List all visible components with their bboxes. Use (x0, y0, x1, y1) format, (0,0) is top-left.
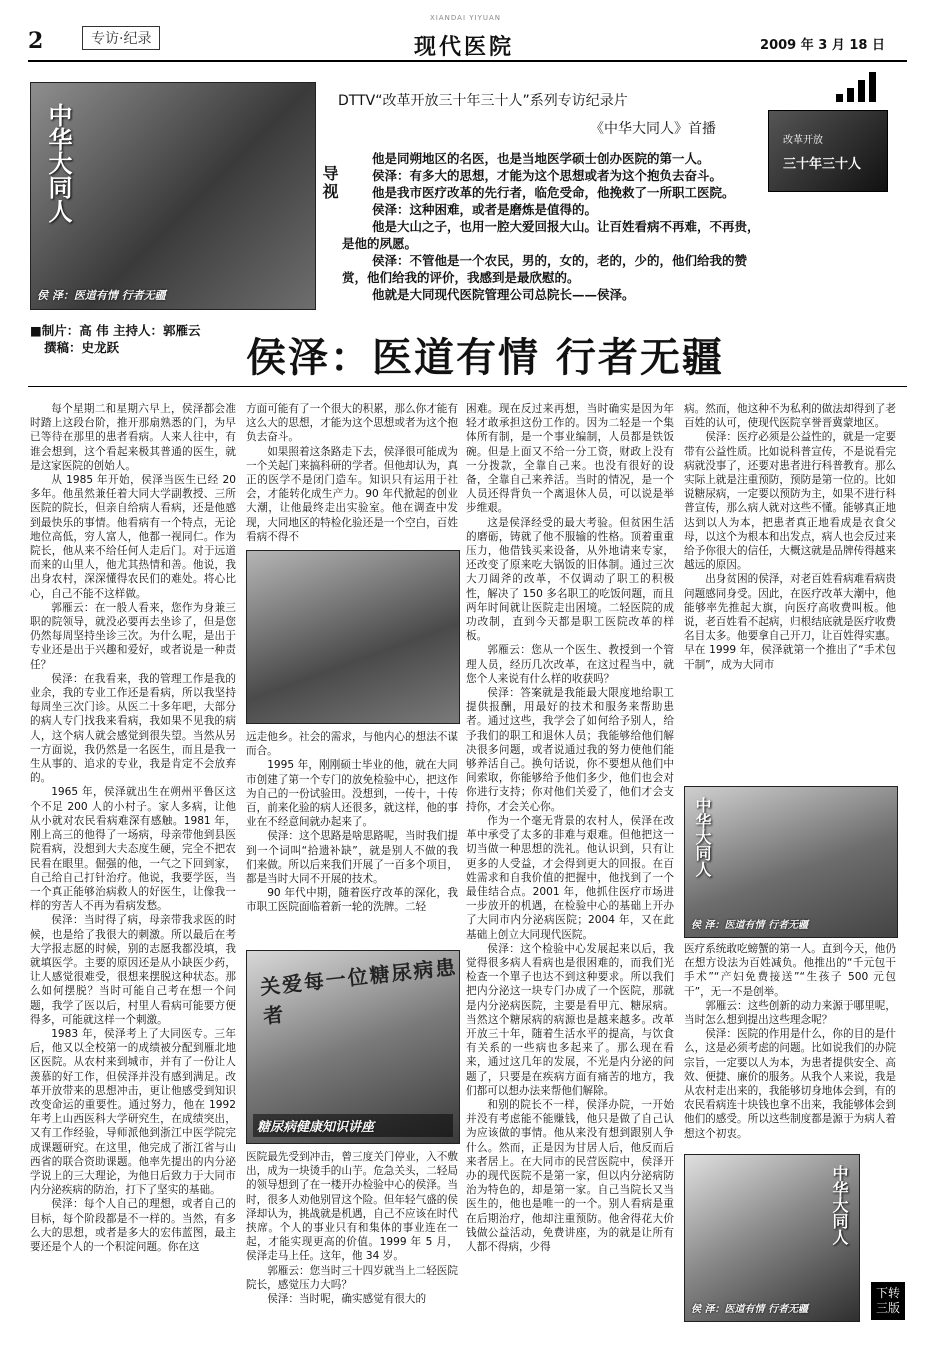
lecture-caption: 糖尿病健康知识讲座 (253, 1114, 453, 1137)
article-paragraph: 侯泽：这个思路是啥思路呢，当时我们提到一个词叫“拾遗补缺”，就是别人不做的我们来做。所以后来我们开展了一百多个项目，都是当时大同不开展的技术。 (246, 830, 458, 886)
article-paragraph: 方面可能有了一个很大的积累，那么你才能有这么大的思想，才能为这个思想或者为这个抱负去奋斗。 (246, 403, 458, 444)
premiere-label: 《中华大同人》首播 (590, 121, 716, 137)
article-paragraph: 郭雁云：您从一个医生、教授到一个管理人员，经历几次改革，在这过程当中，就您个人来说有什么样的收获吗？ (466, 644, 674, 685)
article-paragraph: 每个星期二和星期六早上，侯泽都会准时踏上这段台阶，推开那扇熟悉的门，为早已等待在那里的患者看病。人来人往中，有谁会想到，这个看起来极其普通的医生，就是这家医院的创始人。 (30, 403, 236, 472)
credits-line1: ■制片：高 伟 主持人：郭雁云 (30, 323, 201, 338)
article-paragraph: 侯泽：在我看来，我的管理工作是我的业余，我的专业工作还是看病，所以我坚持每周坐三次门诊。从医二十多年吧，大部分的病人专门找我来看病，我如果不见我的病人，这个病人就会感觉到很失望。当然从另一方面说，我仍然是一名医生，而且是我一生从事的、追求的专业，我是肯定不会放弃的。 (30, 672, 236, 785)
article-paragraph: 侯泽：医疗必须是公益性的，就是一定要带有公益性质。比如说科普宣传，不是说看完病就没事了，还要对患者进行科普教育。那么实际上就是注重预防，预防是第一位的。比如说糖尿病，一定要以预防为主，如果不进行科普宣传，那么病人就对这些不懂。能够真正地达到以人为本，把患者真正地看成是衣食父母，以这个为根本和出发点，病人也会反过来给予你很大的信任，大概这就是品牌传得越来越远的原因。 (684, 431, 896, 572)
article-paragraph: 1983 年，侯泽考上了大同医专。三年后，他又以全校第一的成绩被分配到雁北地区医院。从农村来到城市，并有了一份让人羡慕的好工作，但侯泽并没有感到满足。改革开放带来的思想冲击，更让他感受到知识改变命运的重要性。通过努力，他在 1992 年考上山西医科大学研究生，在成绩突出，又有工作经验，导师派他到浙江中医学院完成课题研究。在这里，他完成了浙江省与山西省的联合资助课题。他率先提出的内分泌学说上的三大理论，为他日后致力于大同市内分泌疾病的防治，打下了坚实的基础。 (30, 1027, 236, 1197)
doctor-photo (684, 1154, 860, 1322)
article-paragraph: 侯泽：每个人自己的理想，或者自己的目标，每个阶段都是不一样的。当然，有多么大的思想，或者是多大的宏伟蓝图，最主要还是个人的一个积淀问题。你在这 (30, 1198, 236, 1253)
doctor-photo-caption: 侯 泽：医道有情 行者无疆 (691, 1304, 808, 1315)
article-paragraph: 医院最先受到冲击，曾三度关门停业，入不敷出，成为一块烫手的山芋。危急关头，二轻局的领导想到了在一楼开办检验中心的侯泽。当时，很多人劝他别冒这个险。但年轻气盛的侯泽却认为，挑战就是机遇，自己不应该在时代挟席。个人的事业只有和集体的事业连在一起，才能实现更高的价值。1999 年 5 月，侯泽走马上任。这年，他 34 岁。 (246, 1151, 458, 1263)
article-paragraph: 侯泽：这个检验中心发展起来以后，我觉得很多病人看病也是很困难的，而我们光检查一个單子也达不到这种要求。所以我们把内分泌这一块专门办成了一个医院，那就是内分泌病医院，主要是看甲亢、糖尿病。当然这个糖尿病的病源也是越来越多。改革开放三十年，随着生活水平的提高，与饮食有关系的一些病也多起来了。那么现在看来，通过这几年的发展，不光是内分泌的问题了，只要是在疾病方面有痛苦的地方，我们都可以想办法来帮他们解除。 (466, 942, 674, 1097)
guide-paragraph: 他是同朔地区的名医，也是当地医学硕士创办医院的第一人。 (372, 151, 710, 166)
article-paragraph: 从 1985 年开始，侯泽当医生已经 20 多年。他虽然兼任着大同大学副教授、三所医院的院长，但亲自给病人看病，还是他感到最快乐的事情。他看病有一个特点，无论地位高低，穷人富人，他都一视同仁。作为院长，他从来不给任何人走后门。对于远道而来的山里人，他尤其热情和善。他说，我出身农村，深深懂得农民们的难处。将心比心，自己不能不这样做。 (30, 474, 236, 600)
brand-romanization: XIANDAI YIYUAN (430, 14, 501, 22)
article-paragraph: 作为一个毫无背景的农村人，侯泽在改革中承受了太多的非难与艰难。但他把这一切当做一种思想的洗礼。他认识到，只有让更多的人受益，才会得到更大的回报。在百姓需求和自我价值的把握中，他找到了一个最佳结合点。2001 年，他抓住医疗市场进一步放开的机遇，在检验中心的基础上开办了大同市内分泌病医院；2004 年，又在此基础上创立大同现代医院。 (466, 814, 674, 941)
headline: 侯泽：医道有情 行者无疆 (246, 335, 724, 381)
ward-photo (684, 786, 898, 938)
logo-line2: 三十年三十人 (783, 157, 862, 172)
article-paragraph: 1995 年，刚刚硕士毕业的他，就在大同市创建了第一个专门的放免检验中心，把这作为自己的一份试验田。没想到，一传十，十传百，前来化验的病人还很多，就这样，他的事业在不经意间就办起来了。 (246, 759, 458, 829)
top-portrait-photo (30, 82, 316, 310)
lecture-banner-text: 关爱每一位糖尿病患者 (258, 954, 459, 1029)
continued-note: 下转三版 (871, 1282, 905, 1320)
article-paragraph: 如果照着这条路走下去，侯泽很可能成为一个关起门来搞科研的学者。但他却认为，真正的医学不是闭门造车。知识只有运用于社会，才能转化成生产力。90 年代掀起的创业大潮，让他最终走出实验室。他在调查中发现，大同地区的特检化验还是一个空白，百姓看病不得不 (246, 445, 458, 543)
guide-paragraph: 侯泽：有多大的思想，才能为这个思想或者为这个抱负去奋斗。 (372, 168, 723, 183)
headline-rule (28, 386, 907, 387)
article-paragraph: 医疗系统敢吃螃蟹的第一人。直到今天，他仍在想方设法为百姓减负。他推出的“千元包干手术”“产妇免费接送”“生孩子 500 元包干”，无一不是创举。 (684, 943, 896, 998)
section-label: 专访·纪录 (82, 26, 160, 50)
article-paragraph: 郭雁云：在一般人看来，您作为身兼三职的院领导，就没必要再去坐诊了，但是您仍然每周坚持坐诊三次。为什么呢，是出于专业还是出于兴趣和爱好，或者说是一种责任？ (30, 601, 236, 671)
column-4-top (684, 402, 896, 780)
issue-date: 2009 年 3 月 18 日 (760, 38, 885, 53)
column-1 (30, 402, 236, 1322)
article-paragraph: 和别的院长不一样，侯泽办院，一开始并没有考虑能不能赚钱，他只是做了自己认为应该做的事情。他从来没有想到跟别人争什么。然而，正是因为甘居人后，他反而后来者居上。在大同市的民营医院中，侯泽开办的现代医院不是第一家，但以内分泌病防治为特色的，却是第一家。自己当院长又当医生的，他也是唯一的一个。别人看病是重在后期治疗，他却注重预防。他舍得花大价钱做公益活动，免费讲座，为的就是让所有人都不得病，少得 (466, 1098, 674, 1253)
guide-text (342, 150, 762, 303)
column-4-middle (684, 942, 896, 1150)
page-number: 2 (28, 28, 44, 54)
guide-paragraph: 他是我市医疗改革的先行者，临危受命，他挽救了一所职工医院。 (372, 185, 735, 200)
article-paragraph: 出身贫困的侯泽，对老百姓看病难看病贵问题感同身受。因此，在医疗改革大潮中，他能够率先推起大旗，向医疗高收费叫板。他说，老百姓看不起病，归根结底就是医疗收费名目太多。他要拿自己开刀，让百姓得实惠。早在 1999 年，侯泽就第一个推出了“手术包干制”，成为大同市 (684, 573, 896, 671)
ward-photo-caption: 侯 泽：医道有情 行者无疆 (691, 920, 808, 931)
ward-photo-vertical: 中华大同人 (693, 797, 712, 877)
lecture-photo (246, 950, 460, 1144)
article-paragraph: 困难。现在反过来再想，当时确实是因为年轻才敢承担这份工作的。因为二轻是一个集体所有制，是一个事业编制，人员都是铁饭碗。但是上面又不给一分工资，财政上没有一分拨款，全靠自己来。也没有很好的设备，全靠自己来养活。当时的情况，是一个人员还得背负一个离退休人员，可以说是举步维艰。 (466, 403, 674, 515)
article-paragraph: 侯泽：医院的作用是什么，你的目的是什么，这是必须考虑的问题。比如说我们的办院宗旨，一定要以人为本，为患者提供安全、高效、便捷、廉价的服务。从我个人来说，我是从农村走出来的，我能够切身地体会到，有的农民看病连十块钱也拿不出来，我能够体会到他们的感受。所以这些制度都是源于为病人着想这个初衷。 (684, 1028, 896, 1140)
article-paragraph: 1965 年，侯泽就出生在朔州平鲁区这个不足 200 人的小村子。家人多病，让他从小就对农民看病难深有感触。1981 年，刚上高三的他得了一场病，母亲带他到县医院看病，没想到大夫态度生硬，完全不把农民看在眼里。倔强的他，一气之下回到家，自己给自己打针治疗。他说，我要学医，当一个真正能够治病救人的好医生，让像我一样的穷苦人不再为看病发愁。 (30, 786, 236, 913)
article-paragraph: 远走他乡。社会的需求，与他内心的想法不谋而合。 (246, 731, 458, 758)
series-title: DTTV“改革开放三十年三十人”系列专访纪录片 (338, 93, 628, 109)
column-3 (466, 402, 674, 1322)
article-paragraph: 这是侯泽经受的最大考验。但贫困生活的磨砺，铸就了他不服输的性格。顶着重重压力，他借钱买来设备，从外地请来专家，还改变了原来吃大锅饭的旧体制。通过三次大刀阔斧的改革，不仅调动了职工的积极性，解决了 150 多名职工的吃饭问题，而且两年时间就让医院走出困境。二轻医院的成功改制，直到今天都是职工医院改革的样板。 (466, 516, 674, 643)
bars-decoration-icon (836, 72, 880, 102)
article-paragraph: 病。然而，他这种不为私利的做法却得到了老百姓的认可，使现代医院享誉晋冀蒙地区。 (684, 403, 896, 430)
article-paragraph: 侯泽：当时得了病，母亲带我求医的时候，也是给了我很大的刺激。所以最后在考大学报志愿的时候，别的志愿我都没填，我就填医学。主要的原因还是从小缺医少药，让人感觉很难受，很想来摆脱这种状态。那么如何摆脱？当时可能自己考在想一个问题，我学了医以后，村里人看病可能要方便得多，可能就这样一个刺激。 (30, 914, 236, 1026)
guide-paragraph: 他是大山之子，也用一腔大爱回报大山。让百姓看病不再难，不再贵，是他的夙愿。 (342, 219, 760, 251)
newspaper-brand: 现代医院 (414, 35, 515, 60)
guide-label: 导视 (320, 165, 339, 201)
credits (30, 322, 201, 356)
guide-paragraph: 他就是大同现代医院管理公司总院长——侯泽。 (372, 287, 635, 302)
doctor-photo-vertical: 中华大同人 (830, 1165, 849, 1245)
visit-photo (246, 550, 460, 724)
column-2-middle (246, 730, 458, 942)
guide-paragraph: 侯泽：这种困难，或者是磨炼是值得的。 (372, 202, 598, 217)
header-rule (28, 60, 907, 62)
guide-paragraph: 侯泽：不管他是一个农民，男的，女的，老的，少的，他们给我的赞赏，他们给我的评价，我感到是最欣慰的。 (342, 253, 748, 285)
article-paragraph: 90 年代中期，随着医疗改革的深化，我市职工医院面临着新一轮的洗牌。二轻 (246, 887, 458, 914)
column-2-bottom (246, 1150, 458, 1325)
credits-line2: 撰稿：史龙跃 (44, 340, 120, 355)
article-paragraph: 侯泽：当时呢，确实感觉有很大的 (267, 1293, 427, 1306)
series-logo (768, 110, 888, 192)
article-paragraph: 郭雁云：您当时三十四岁就当上二轻医院院长，感觉压力大吗？ (246, 1264, 458, 1291)
column-2-top (246, 402, 458, 544)
photo-caption: 侯 泽：医道有情 行者无疆 (37, 289, 166, 302)
article-paragraph: 郭雁云：这些创新的动力来源于哪里呢，当时怎么想到提出这些理念呢？ (684, 999, 896, 1027)
article-paragraph: 侯泽：答案就是我能最大限度地给职工提供报酬，用最好的技术和服务来帮助患者。通过这些，我学会了如何给予别人，给予我们的职工和退休人员；我能够给他们解决很多问题，或者说通过我的努力使他们能够养活自己。换句话说，你不要想从他们中间索取，你能够给予他们多少，他们也会对你进行支持；你对他们关爱了，他们才会支持你，才会关心你。 (466, 687, 674, 813)
photo-vertical-title: 中华大同人 (44, 103, 72, 223)
logo-line1: 改革开放 (783, 135, 823, 146)
